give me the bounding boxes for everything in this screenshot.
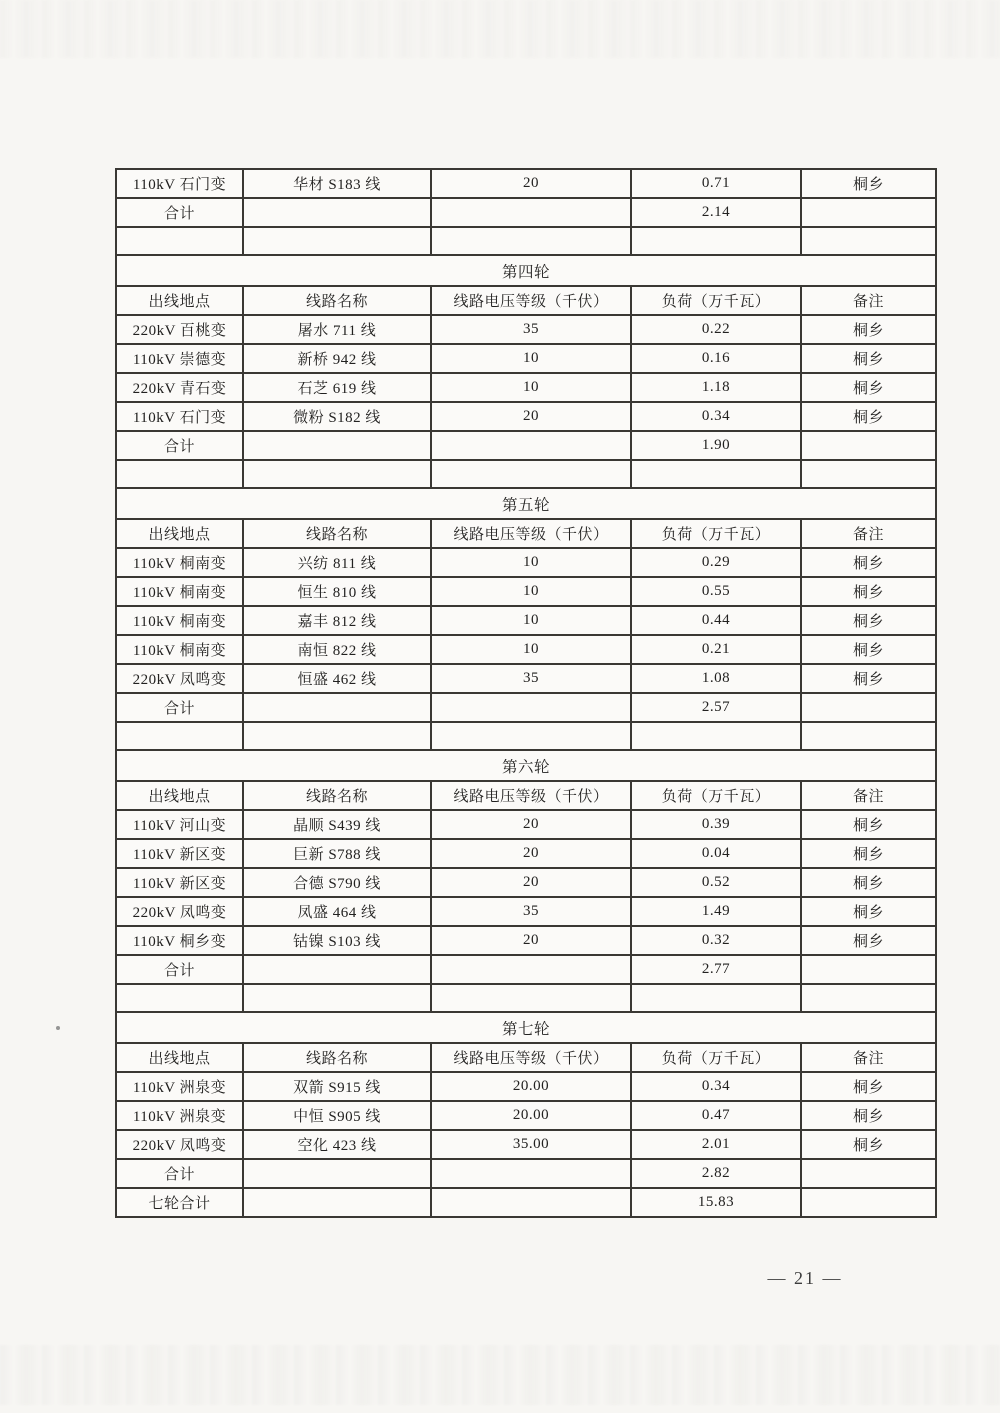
cell-remark: 桐乡	[801, 548, 936, 577]
col-header-substation: 出线地点	[116, 286, 243, 315]
total-value: 2.57	[631, 693, 801, 722]
cell-substation: 110kV 洲泉变	[116, 1072, 243, 1101]
table-row-empty	[116, 227, 936, 255]
cell-blank	[631, 984, 801, 1012]
table-row-total	[116, 198, 936, 227]
table-row-total	[116, 693, 936, 722]
cell-load: 0.55	[631, 577, 801, 606]
cell-blank	[116, 722, 243, 750]
cell-line-name: 巨新 S788 线	[243, 839, 431, 868]
cell-line-name: 兴纺 811 线	[243, 548, 431, 577]
col-header-remark: 备注	[801, 781, 936, 810]
cell-remark: 桐乡	[801, 169, 936, 198]
cell-remark: 桐乡	[801, 577, 936, 606]
cell-remark: 桐乡	[801, 810, 936, 839]
cell-blank	[431, 198, 631, 227]
scan-stray-dot	[56, 1026, 60, 1030]
cell-blank	[801, 722, 936, 750]
table-row-empty	[116, 460, 936, 488]
cell-substation: 110kV 桐乡变	[116, 926, 243, 955]
cell-line-name: 华材 S183 线	[243, 169, 431, 198]
cell-line-name: 屠水 711 线	[243, 315, 431, 344]
cell-load: 0.44	[631, 606, 801, 635]
cell-voltage-level: 35	[431, 664, 631, 693]
cell-load: 0.32	[631, 926, 801, 955]
table-row-data	[116, 635, 936, 664]
table-row-data	[116, 344, 936, 373]
cell-remark: 桐乡	[801, 868, 936, 897]
cell-line-name: 南恒 822 线	[243, 635, 431, 664]
cell-blank	[801, 198, 936, 227]
cell-voltage-level: 10	[431, 577, 631, 606]
cell-blank	[431, 227, 631, 255]
col-header-load: 负荷（万千瓦）	[631, 519, 801, 548]
section-title: 第七轮	[116, 1012, 936, 1043]
cell-blank	[243, 955, 431, 984]
cell-substation: 110kV 石门变	[116, 169, 243, 198]
cell-line-name: 中恒 S905 线	[243, 1101, 431, 1130]
table-row-section	[116, 488, 936, 519]
cell-substation: 220kV 凤鸣变	[116, 897, 243, 926]
cell-substation: 220kV 凤鸣变	[116, 664, 243, 693]
cell-voltage-level: 20.00	[431, 1101, 631, 1130]
cell-voltage-level: 35	[431, 897, 631, 926]
cell-blank	[243, 1159, 431, 1188]
cell-remark: 桐乡	[801, 606, 936, 635]
table-row-section	[116, 750, 936, 781]
cell-substation: 110kV 崇德变	[116, 344, 243, 373]
table-row-data	[116, 169, 936, 198]
col-header-substation: 出线地点	[116, 519, 243, 548]
col-header-voltage-level: 线路电压等级（千伏）	[431, 781, 631, 810]
cell-load: 0.52	[631, 868, 801, 897]
cell-blank	[801, 984, 936, 1012]
table-row-total	[116, 1159, 936, 1188]
table-body	[116, 169, 936, 1217]
cell-remark: 桐乡	[801, 315, 936, 344]
cell-blank	[801, 227, 936, 255]
cell-substation: 110kV 石门变	[116, 402, 243, 431]
cell-voltage-level: 35.00	[431, 1130, 631, 1159]
table-row-data	[116, 897, 936, 926]
cell-voltage-level: 10	[431, 344, 631, 373]
power-line-load-table	[115, 168, 937, 1218]
table-row-data	[116, 577, 936, 606]
cell-remark: 桐乡	[801, 664, 936, 693]
cell-blank	[431, 460, 631, 488]
cell-blank	[243, 693, 431, 722]
total-label: 七轮合计	[116, 1188, 243, 1217]
cell-substation: 110kV 河山变	[116, 810, 243, 839]
cell-substation: 110kV 洲泉变	[116, 1101, 243, 1130]
cell-load: 0.34	[631, 402, 801, 431]
cell-voltage-level: 35	[431, 315, 631, 344]
cell-blank	[431, 722, 631, 750]
col-header-line-name: 线路名称	[243, 781, 431, 810]
cell-blank	[631, 227, 801, 255]
table-row-empty	[116, 984, 936, 1012]
table-row-data	[116, 1072, 936, 1101]
table-row-total	[116, 1188, 936, 1217]
cell-load: 1.08	[631, 664, 801, 693]
cell-blank	[116, 460, 243, 488]
cell-remark: 桐乡	[801, 344, 936, 373]
table-row-empty	[116, 722, 936, 750]
table-row-total	[116, 431, 936, 460]
cell-blank	[243, 227, 431, 255]
cell-voltage-level: 20	[431, 402, 631, 431]
cell-line-name: 嘉丰 812 线	[243, 606, 431, 635]
cell-load: 2.01	[631, 1130, 801, 1159]
table-row-section	[116, 1012, 936, 1043]
cell-load: 0.16	[631, 344, 801, 373]
cell-voltage-level: 10	[431, 606, 631, 635]
cell-substation: 220kV 青石变	[116, 373, 243, 402]
section-title: 第四轮	[116, 255, 936, 286]
cell-substation: 110kV 新区变	[116, 868, 243, 897]
col-header-remark: 备注	[801, 1043, 936, 1072]
cell-blank	[801, 1188, 936, 1217]
table-row-data	[116, 839, 936, 868]
cell-line-name: 凤盛 464 线	[243, 897, 431, 926]
table-row-total	[116, 955, 936, 984]
cell-voltage-level: 20.00	[431, 1072, 631, 1101]
cell-load: 0.71	[631, 169, 801, 198]
cell-blank	[243, 984, 431, 1012]
table-row-data	[116, 926, 936, 955]
cell-voltage-level: 10	[431, 635, 631, 664]
cell-remark: 桐乡	[801, 1101, 936, 1130]
col-header-substation: 出线地点	[116, 781, 243, 810]
col-header-load: 负荷（万千瓦）	[631, 1043, 801, 1072]
page-number: — 21 —	[767, 1268, 843, 1288]
cell-line-name: 恒盛 462 线	[243, 664, 431, 693]
cell-substation: 110kV 桐南变	[116, 577, 243, 606]
col-header-load: 负荷（万千瓦）	[631, 286, 801, 315]
cell-blank	[801, 955, 936, 984]
total-label: 合计	[116, 1159, 243, 1188]
cell-blank	[431, 431, 631, 460]
col-header-remark: 备注	[801, 286, 936, 315]
cell-voltage-level: 10	[431, 373, 631, 402]
total-value: 2.82	[631, 1159, 801, 1188]
table-row-data	[116, 402, 936, 431]
total-label: 合计	[116, 693, 243, 722]
cell-blank	[243, 431, 431, 460]
cell-remark: 桐乡	[801, 1072, 936, 1101]
cell-line-name: 石芝 619 线	[243, 373, 431, 402]
table-row-data	[116, 810, 936, 839]
cell-blank	[243, 460, 431, 488]
total-value: 1.90	[631, 431, 801, 460]
col-header-load: 负荷（万千瓦）	[631, 781, 801, 810]
cell-voltage-level: 20	[431, 839, 631, 868]
col-header-line-name: 线路名称	[243, 1043, 431, 1072]
cell-blank	[431, 955, 631, 984]
cell-load: 0.21	[631, 635, 801, 664]
cell-blank	[801, 693, 936, 722]
col-header-substation: 出线地点	[116, 1043, 243, 1072]
cell-substation: 110kV 新区变	[116, 839, 243, 868]
table-row-header	[116, 781, 936, 810]
table-row-header	[116, 286, 936, 315]
table-row-data	[116, 373, 936, 402]
cell-blank	[116, 227, 243, 255]
total-value: 2.14	[631, 198, 801, 227]
cell-load: 1.18	[631, 373, 801, 402]
cell-line-name: 晶顺 S439 线	[243, 810, 431, 839]
cell-substation: 110kV 桐南变	[116, 606, 243, 635]
cell-blank	[801, 460, 936, 488]
cell-line-name: 微粉 S182 线	[243, 402, 431, 431]
cell-load: 0.22	[631, 315, 801, 344]
col-header-line-name: 线路名称	[243, 286, 431, 315]
cell-substation: 110kV 桐南变	[116, 635, 243, 664]
cell-remark: 桐乡	[801, 839, 936, 868]
table-row-data	[116, 868, 936, 897]
cell-line-name: 恒生 810 线	[243, 577, 431, 606]
cell-remark: 桐乡	[801, 402, 936, 431]
cell-load: 0.34	[631, 1072, 801, 1101]
cell-line-name: 合德 S790 线	[243, 868, 431, 897]
cell-blank	[801, 431, 936, 460]
cell-blank	[431, 693, 631, 722]
cell-load: 1.49	[631, 897, 801, 926]
table-row-header	[116, 519, 936, 548]
table-row-data	[116, 606, 936, 635]
scan-artifact-top	[0, 0, 1000, 58]
cell-substation: 110kV 桐南变	[116, 548, 243, 577]
cell-blank	[631, 722, 801, 750]
cell-blank	[431, 984, 631, 1012]
cell-blank	[243, 198, 431, 227]
table-row-header	[116, 1043, 936, 1072]
cell-voltage-level: 20	[431, 810, 631, 839]
section-title: 第六轮	[116, 750, 936, 781]
scan-artifact-bottom	[0, 1345, 1000, 1405]
total-label: 合计	[116, 198, 243, 227]
total-value: 2.77	[631, 955, 801, 984]
cell-remark: 桐乡	[801, 926, 936, 955]
cell-load: 0.47	[631, 1101, 801, 1130]
col-header-voltage-level: 线路电压等级（千伏）	[431, 286, 631, 315]
cell-substation: 220kV 百桃变	[116, 315, 243, 344]
cell-line-name: 空化 423 线	[243, 1130, 431, 1159]
cell-voltage-level: 20	[431, 868, 631, 897]
table-row-data	[116, 664, 936, 693]
table-row-section	[116, 255, 936, 286]
cell-line-name: 钴镍 S103 线	[243, 926, 431, 955]
table-row-data	[116, 548, 936, 577]
total-value: 15.83	[631, 1188, 801, 1217]
cell-blank	[631, 460, 801, 488]
table-row-data	[116, 315, 936, 344]
cell-load: 0.29	[631, 548, 801, 577]
cell-remark: 桐乡	[801, 1130, 936, 1159]
cell-blank	[431, 1188, 631, 1217]
cell-voltage-level: 20	[431, 169, 631, 198]
col-header-line-name: 线路名称	[243, 519, 431, 548]
cell-blank	[243, 1188, 431, 1217]
col-header-voltage-level: 线路电压等级（千伏）	[431, 1043, 631, 1072]
col-header-remark: 备注	[801, 519, 936, 548]
cell-blank	[801, 1159, 936, 1188]
total-label: 合计	[116, 431, 243, 460]
cell-load: 0.39	[631, 810, 801, 839]
cell-blank	[431, 1159, 631, 1188]
col-header-voltage-level: 线路电压等级（千伏）	[431, 519, 631, 548]
section-title: 第五轮	[116, 488, 936, 519]
cell-substation: 220kV 凤鸣变	[116, 1130, 243, 1159]
cell-line-name: 新桥 942 线	[243, 344, 431, 373]
cell-remark: 桐乡	[801, 635, 936, 664]
cell-blank	[116, 984, 243, 1012]
table-row-data	[116, 1130, 936, 1159]
table-row-data	[116, 1101, 936, 1130]
cell-remark: 桐乡	[801, 373, 936, 402]
total-label: 合计	[116, 955, 243, 984]
cell-voltage-level: 10	[431, 548, 631, 577]
cell-blank	[243, 722, 431, 750]
cell-load: 0.04	[631, 839, 801, 868]
cell-voltage-level: 20	[431, 926, 631, 955]
cell-line-name: 双箭 S915 线	[243, 1072, 431, 1101]
cell-remark: 桐乡	[801, 897, 936, 926]
